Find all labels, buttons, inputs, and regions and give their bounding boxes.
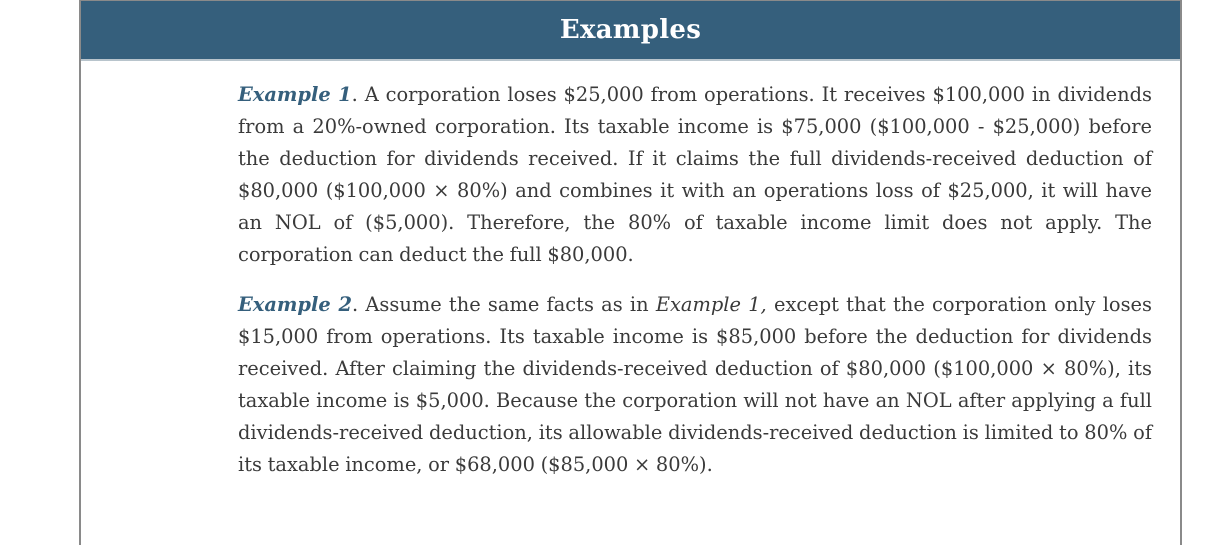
example-2-reference: Example 1,: [655, 293, 767, 316]
example-2-text-before: . Assume the same facts as in: [352, 293, 656, 316]
examples-header: [81, 1, 1180, 61]
example-1-label: Example 1: [238, 83, 352, 106]
example-2-text-after: except that the corporation only loses $15,000 from operations. Its taxable income is $85,000 before the deduction for dividends received. After claiming the dividends-received deduction of $80,000 ($100,000 × 80%), its taxable income is $5,000. Because the corporation will not have an NOL after applying a full dividends-received deduction, its allowable dividends-received deduction is limited to 80% of its taxable income, or $68,000 ($85,000 × 80%).: [238, 293, 1152, 476]
examples-content: [238, 79, 1152, 481]
example-1-paragraph: [238, 79, 1152, 271]
header-title: Examples: [559, 15, 702, 45]
example-2-paragraph: [238, 289, 1152, 481]
examples-panel: [79, 0, 1182, 545]
example-1-text: . A corporation loses $25,000 from operations. It receives $100,000 in dividends from a 20%-owned corporation. Its taxable income is $75,000 ($100,000 - $25,000) before the deduction for dividends received. If it claims the full dividends-received deduction of $80,000 ($100,000 × 80%) and combines it with an operations loss of $25,000, it will have an NOL of ($5,000). Therefore, the 80% of taxable income limit does not apply. The corporation can deduct the full $80,000.: [238, 83, 1152, 266]
example-2-label: Example 2: [238, 293, 353, 316]
